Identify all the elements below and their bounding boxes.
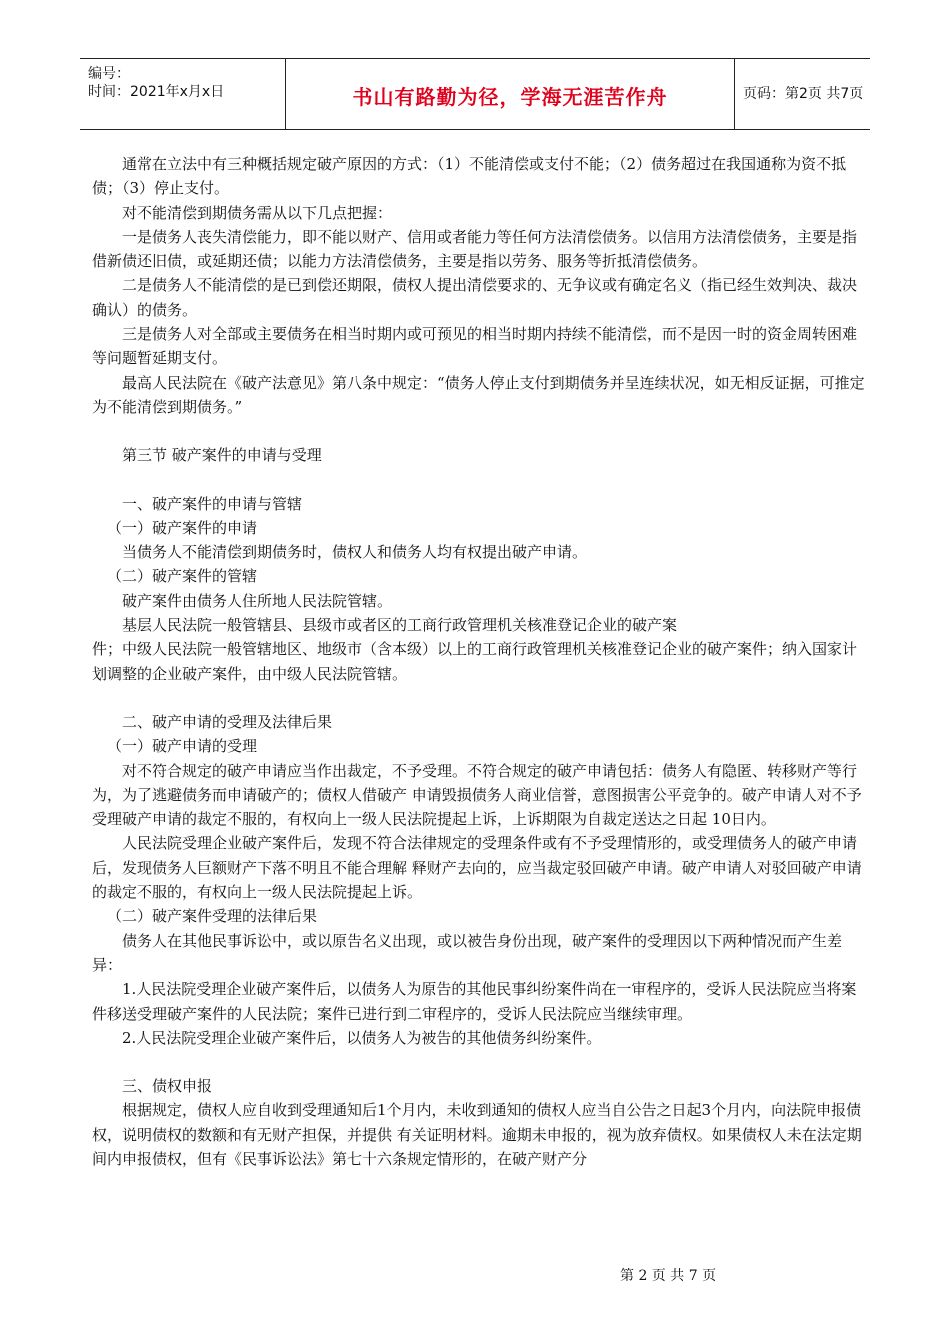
paragraph: 当债务人不能清偿到期债务时，债权人和债务人均有权提出破产申请。 <box>122 543 588 562</box>
paragraph: 根据规定，债权人应自收到受理通知后1个月内，未收到通知的债权人应当自公告之日起3个月内，向法院申报债权，说明债权的数额和有无财产担保，并提供 有关证明材料。逾期未申报的，视为放弃债权。如果债权人未在法定期间内申报债权，但有《民事诉讼法》第七十六条规定情形的，在破产财产分 <box>92 1101 862 1168</box>
time-label: 时间：2021年x月x日 <box>88 84 225 100</box>
paragraph: 二是债务人不能清偿的是已到偿还期限，债权人提出清偿要求的、无争议或有确定名义（指已经生效判决、裁决确认）的债务。 <box>92 276 858 319</box>
list-item: 1.人民法院受理企业破产案件后，以债务人为原告的其他民事纠纷案件尚在一审程序的，受诉人民法院应当将案件移送受理破产案件的人民法院；案件已进行到二审程序的，受诉人民法院应当继续审理。 <box>92 980 857 1023</box>
subsection-heading: 二、破产申请的受理及法律后果 <box>122 712 333 731</box>
subsection-heading: （二）破产案件受理的法律后果 <box>107 907 318 926</box>
subsection-heading: 一、破产案件的申请与管辖 <box>122 494 303 513</box>
serial-label: 编号： <box>88 66 130 82</box>
document-body <box>92 152 866 1171</box>
subsection-heading: 三、债权申报 <box>122 1077 213 1096</box>
paragraph: 破产案件由债务人住所地人民法院管辖。 <box>122 591 393 610</box>
paragraph: 基层人民法院一般管辖县、县级市或者区的工商行政管理机关核准登记企业的破产案 <box>122 616 678 635</box>
paragraph: 对不符合规定的破产申请应当作出裁定，不予受理。不符合规定的破产申请包括：债务人有隐匿、转移财产等行为，为了逃避债务而申请破产的；债权人借破产 申请毁损债务人商业信誉，意图损害公平竞争的。破产申请人对不予受理破产申请的裁定不服的，有权向上一级人民法院提起上诉，上诉期限为自裁定送达之日起 10日内。 <box>92 761 862 829</box>
paragraph: 通常在立法中有三种概括规定破产原因的方式：（1）不能清偿或支付不能；（2）债务超过在我国通称为资不抵债；（3）停止支付。 <box>92 155 847 198</box>
paragraph: 三是债务人对全部或主要债务在相当时期内或可预见的相当时期内持续不能清偿，而不是因一时的资金周转困难等问题暂延期支付。 <box>92 325 858 368</box>
paragraph: 件；中级人民法院一般管辖地区、地级市（含本级）以上的工商行政管理机关核准登记企业的破产案件；纳入国家计划调整的企业破产案件，由中级人民法院管辖。 <box>92 640 858 683</box>
paragraph: 人民法院受理企业破产案件后，发现不符合法律规定的受理条件或有不予受理情形的，或受理债务人的破产申请后，发现债务人巨额财产下落不明且不能合理解 释财产去向的，应当裁定驳回破产申请。破产申请人对驳回破产申请的裁定不服的，有权向上一级人民法院提起上诉。 <box>92 834 862 902</box>
list-item: 2.人民法院受理企业破产案件后，以债务人为被告的其他债务纠纷案件。 <box>122 1028 602 1047</box>
section-heading: 第三节 破产案件的申请与受理 <box>122 446 322 465</box>
paragraph: 最高人民法院在《破产法意见》第八条中规定：“债务人停止支付到期债务并呈连续状况，如无相反证据，可推定为不能清偿到期债务。” <box>92 373 865 416</box>
header-motto-cell <box>285 59 735 129</box>
page-header <box>80 58 870 130</box>
paragraph: 对不能清偿到期债务需从以下几点把握： <box>122 203 393 222</box>
motto: 书山有路勤为径，学海无涯苦作舟 <box>352 85 668 109</box>
header-page-info: 页码：第2页 共7页 <box>743 86 864 102</box>
page-footer: 第 2 页 共 7 页 <box>620 1268 717 1284</box>
paragraph: 一是债务人丧失清偿能力，即不能以财产、信用或者能力等任何方法清偿债务。以信用方法清偿债务，主要是指借新债还旧债，或延期还债；以能力方法清偿债务，主要是指以劳务、服务等折抵清偿债务。 <box>92 227 858 271</box>
subsection-heading: （一）破产案件的申请 <box>107 518 258 537</box>
subsection-heading: （二）破产案件的管辖 <box>107 567 258 586</box>
header-left-cell <box>80 59 285 129</box>
header-page-cell <box>733 59 870 129</box>
subsection-heading: （一）破产申请的受理 <box>107 737 258 756</box>
paragraph: 债务人在其他民事诉讼中，或以原告名义出现，或以被告身份出现，破产案件的受理因以下两种情况而产生差异： <box>92 931 843 974</box>
